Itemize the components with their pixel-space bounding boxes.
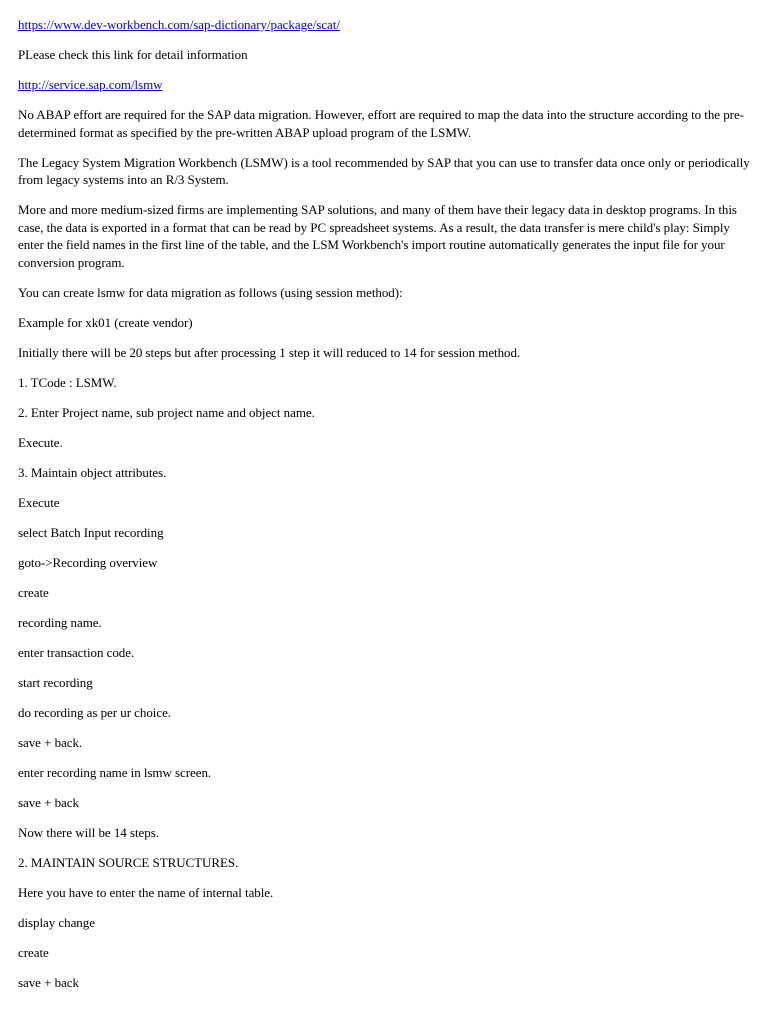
line-save-back-2: save + back: [18, 794, 79, 810]
dev-workbench-link[interactable]: https://www.dev-workbench.com/sap-dictionary/package/scat/: [18, 17, 340, 32]
link-paragraph-sap: [18, 76, 754, 94]
line-recording-name: recording name.: [18, 614, 102, 630]
link-paragraph-dev-workbench: [18, 16, 754, 34]
line-create-1: create: [18, 584, 49, 600]
line-execute-2: Execute: [18, 494, 60, 510]
please-check-text: PLease check this link for detail information: [18, 47, 248, 62]
line-initial-steps: Initially there will be 20 steps but after processing 1 step it will reduced to 14 for session method.: [18, 344, 521, 360]
paragraph-medium-sized-firms: More and more medium-sized firms are implementing SAP solutions, and many of them have their legacy data in desktop programs. In this case, the data is exported in a format that can be read by PC spreadsheet systems. As a result, the data transfer is mere child's play: Simply enter the field names in the first line of the table, and the LSM Workbench's import routine automatically generates the input file for your conversion program.: [18, 202, 737, 270]
line-now-14-steps: Now there will be 14 steps.: [18, 824, 159, 840]
line-enter-recording-name: enter recording name in lsmw screen.: [18, 764, 212, 780]
line-start-recording: start recording: [18, 674, 93, 690]
paragraph-lsmw-definition: The Legacy System Migration Workbench (LSMW) is a tool recommended by SAP that you can use to transfer data once only or periodically from legacy systems into an R/3 System.: [18, 154, 750, 187]
line-create-lsmw: You can create lsmw for data migration as follows (using session method):: [18, 284, 403, 300]
line-save-back-1: save + back.: [18, 734, 83, 750]
line-enter-transaction-code: enter transaction code.: [18, 644, 135, 660]
line-execute-1: Execute.: [18, 434, 63, 450]
line-do-recording: do recording as per ur choice.: [18, 704, 171, 720]
line-step-project-name: 2. Enter Project name, sub project name and object name.: [18, 404, 315, 420]
line-save-back-3: save + back: [18, 974, 79, 990]
paragraph-abap-effort: No ABAP effort are required for the SAP data migration. However, effort are required to map the data into the structure according to the pre-determined format as specified by the pre-written ABAP upload program of the LSMW.: [18, 107, 744, 140]
document-body: [18, 16, 754, 1004]
line-step-object-attributes: 3. Maintain object attributes.: [18, 464, 167, 480]
line-display-change: display change: [18, 914, 95, 930]
line-create-2: create: [18, 944, 49, 960]
line-maintain-source-structures: 2. MAINTAIN SOURCE STRUCTURES.: [18, 854, 239, 870]
line-goto-recording-overview: goto->Recording overview: [18, 554, 158, 570]
sap-lsmw-link[interactable]: http://service.sap.com/lsmw: [18, 77, 163, 92]
line-example-xk01: Example for xk01 (create vendor): [18, 314, 193, 330]
line-internal-table: Here you have to enter the name of internal table.: [18, 884, 274, 900]
line-select-batch-input: select Batch Input recording: [18, 524, 164, 540]
line-step-tcode: 1. TCode : LSMW.: [18, 374, 117, 390]
